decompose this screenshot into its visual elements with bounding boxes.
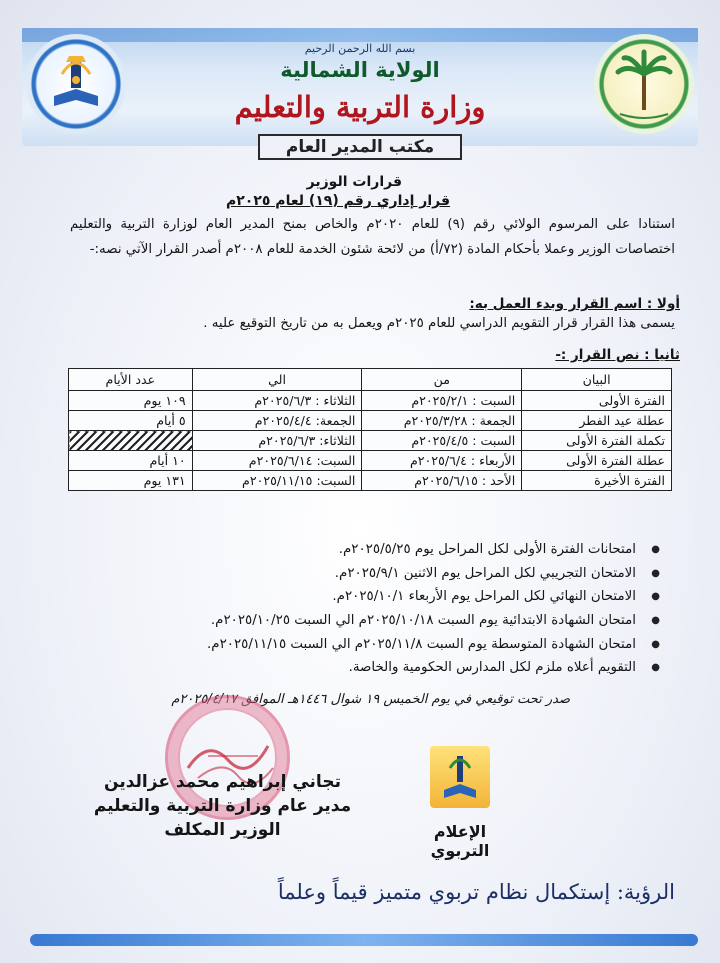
cell-to: السبت: ٢٠٢٥/١١/١٥م bbox=[192, 471, 362, 491]
header-name: البيان bbox=[522, 369, 672, 391]
header-days: عدد الأيام bbox=[69, 369, 193, 391]
cell-to: الثلاثاء: ٢٠٢٥/٦/٣م bbox=[192, 431, 362, 451]
list-item: ● التقويم أعلاه ملزم لكل المدارس الحكومية والخاصة. bbox=[60, 656, 660, 680]
cell-name: الفترة الأخيرة bbox=[522, 471, 672, 491]
cell-to: الجمعة: ٢٠٢٥/٤/٤م bbox=[192, 411, 362, 431]
cell-days: ١٠٩ يوم bbox=[69, 391, 193, 411]
section1-text: يسمى هذا القرار قرار التقويم الدراسي للعام ٢٠٢٥م ويعمل به من تاريخ التوقيع عليه . bbox=[203, 316, 675, 331]
cell-from: السبت : ٢٠٢٥/٢/١م bbox=[362, 391, 522, 411]
table-row bbox=[69, 451, 672, 471]
basmala-calligraphy: بسم الله الرحمن الرحيم bbox=[304, 42, 416, 55]
state-emblem-icon bbox=[594, 34, 694, 134]
signatory-name: تجاني إبراهيم محمد عزالدين bbox=[104, 772, 341, 792]
cell-name: عطلة عيد الفطر bbox=[522, 411, 672, 431]
decisions-section-title: قرارات الوزير bbox=[306, 174, 402, 190]
cell-to: السبت: ٢٠٢٥/٦/١٤م bbox=[192, 451, 362, 471]
section1-heading: أولا : اسم القرار وبدء العمل به: bbox=[469, 296, 680, 312]
cell-name: تكملة الفترة الأولى bbox=[522, 431, 672, 451]
signatory-role: الوزير المكلف bbox=[164, 820, 281, 840]
cell-from: السبت : ٢٠٢٥/٤/٥م bbox=[362, 431, 522, 451]
media-emblem-icon bbox=[430, 746, 490, 808]
cell-from: الأحد : ٢٠٢٥/٦/١٥م bbox=[362, 471, 522, 491]
cell-name: الفترة الأولى bbox=[522, 391, 672, 411]
vision-statement: الرؤية: إستكمال نظام تربوي متميز قيماً وعلماً bbox=[277, 880, 675, 904]
preamble-paragraph: استنادا على المرسوم الولائي رقم (٩) للعام ٢٠٢٠م والخاص بمنح المدير العام لوزارة التربية والتعليم اختصاصات الوزير وعملا بأحكام المادة (٧٢/أ) من لائحة شئون الخدمة للعام ٢٠٠٨م أصدر القرار الآتي نصه:- bbox=[70, 217, 675, 257]
list-item: ● الامتحان التجريبي لكل المراحل يوم الاثنين ٢٠٢٥/٩/١م. bbox=[60, 562, 660, 586]
table-row bbox=[69, 471, 672, 491]
cell-days-hatched bbox=[69, 431, 193, 451]
state-name: الولاية الشمالية bbox=[280, 58, 440, 82]
notes-list bbox=[60, 538, 660, 680]
cell-days: ١٠ أيام bbox=[69, 451, 193, 471]
header-from: من bbox=[362, 369, 522, 391]
signature-block bbox=[90, 770, 355, 842]
table-row bbox=[69, 391, 672, 411]
cell-days: ٥ أيام bbox=[69, 411, 193, 431]
cell-from: الجمعة : ٢٠٢٥/٣/٢٨م bbox=[362, 411, 522, 431]
list-item: ● امتحان الشهادة المتوسطة يوم السبت ٢٠٢٥/١١/٨م الي السبت ٢٠٢٥/١١/١٥م. bbox=[60, 633, 660, 657]
cell-days: ١٣١ يوم bbox=[69, 471, 193, 491]
decision-number: قرار إداري رقم (١٩) لعام ٢٠٢٥م bbox=[225, 193, 450, 209]
list-item: ● امتحان الشهادة الابتدائية يوم السبت ٢٠٢٥/١٠/١٨م الي السبت ٢٠٢٥/١٠/٢٥م. bbox=[60, 609, 660, 633]
media-label: الإعلام التربوي bbox=[430, 822, 490, 860]
ministry-emblem-icon bbox=[26, 34, 126, 134]
list-item: ● امتحانات الفترة الأولى لكل المراحل يوم ٢٠٢٥/٥/٢٥م. bbox=[60, 538, 660, 562]
issued-line: صدر تحت توقيعي في يوم الخميس ١٩ شوال ١٤٤٦هـ الموافق ٢٠٢٥/٤/١٧م bbox=[171, 692, 570, 707]
footer-band bbox=[30, 934, 698, 946]
header-to: الي bbox=[192, 369, 362, 391]
ministry-name: وزارة التربية والتعليم bbox=[234, 90, 486, 124]
calendar-table bbox=[68, 368, 672, 491]
cell-from: الأربعاء : ٢٠٢٥/٦/٤م bbox=[362, 451, 522, 471]
office-title: مكتب المدير العام bbox=[258, 134, 462, 160]
signatory-title: مدير عام وزارة التربية والتعليم bbox=[93, 796, 352, 816]
table-row bbox=[69, 431, 672, 451]
cell-to: الثلاثاء : ٢٠٢٥/٦/٣م bbox=[192, 391, 362, 411]
section2-heading: ثانيا : نص القرار :- bbox=[555, 347, 680, 363]
table-header-row bbox=[69, 369, 672, 391]
cell-name: عطلة الفترة الأولى bbox=[522, 451, 672, 471]
table-row bbox=[69, 411, 672, 431]
list-item: ● الامتحان النهائي لكل المراحل يوم الأربعاء ٢٠٢٥/١٠/١م. bbox=[60, 585, 660, 609]
